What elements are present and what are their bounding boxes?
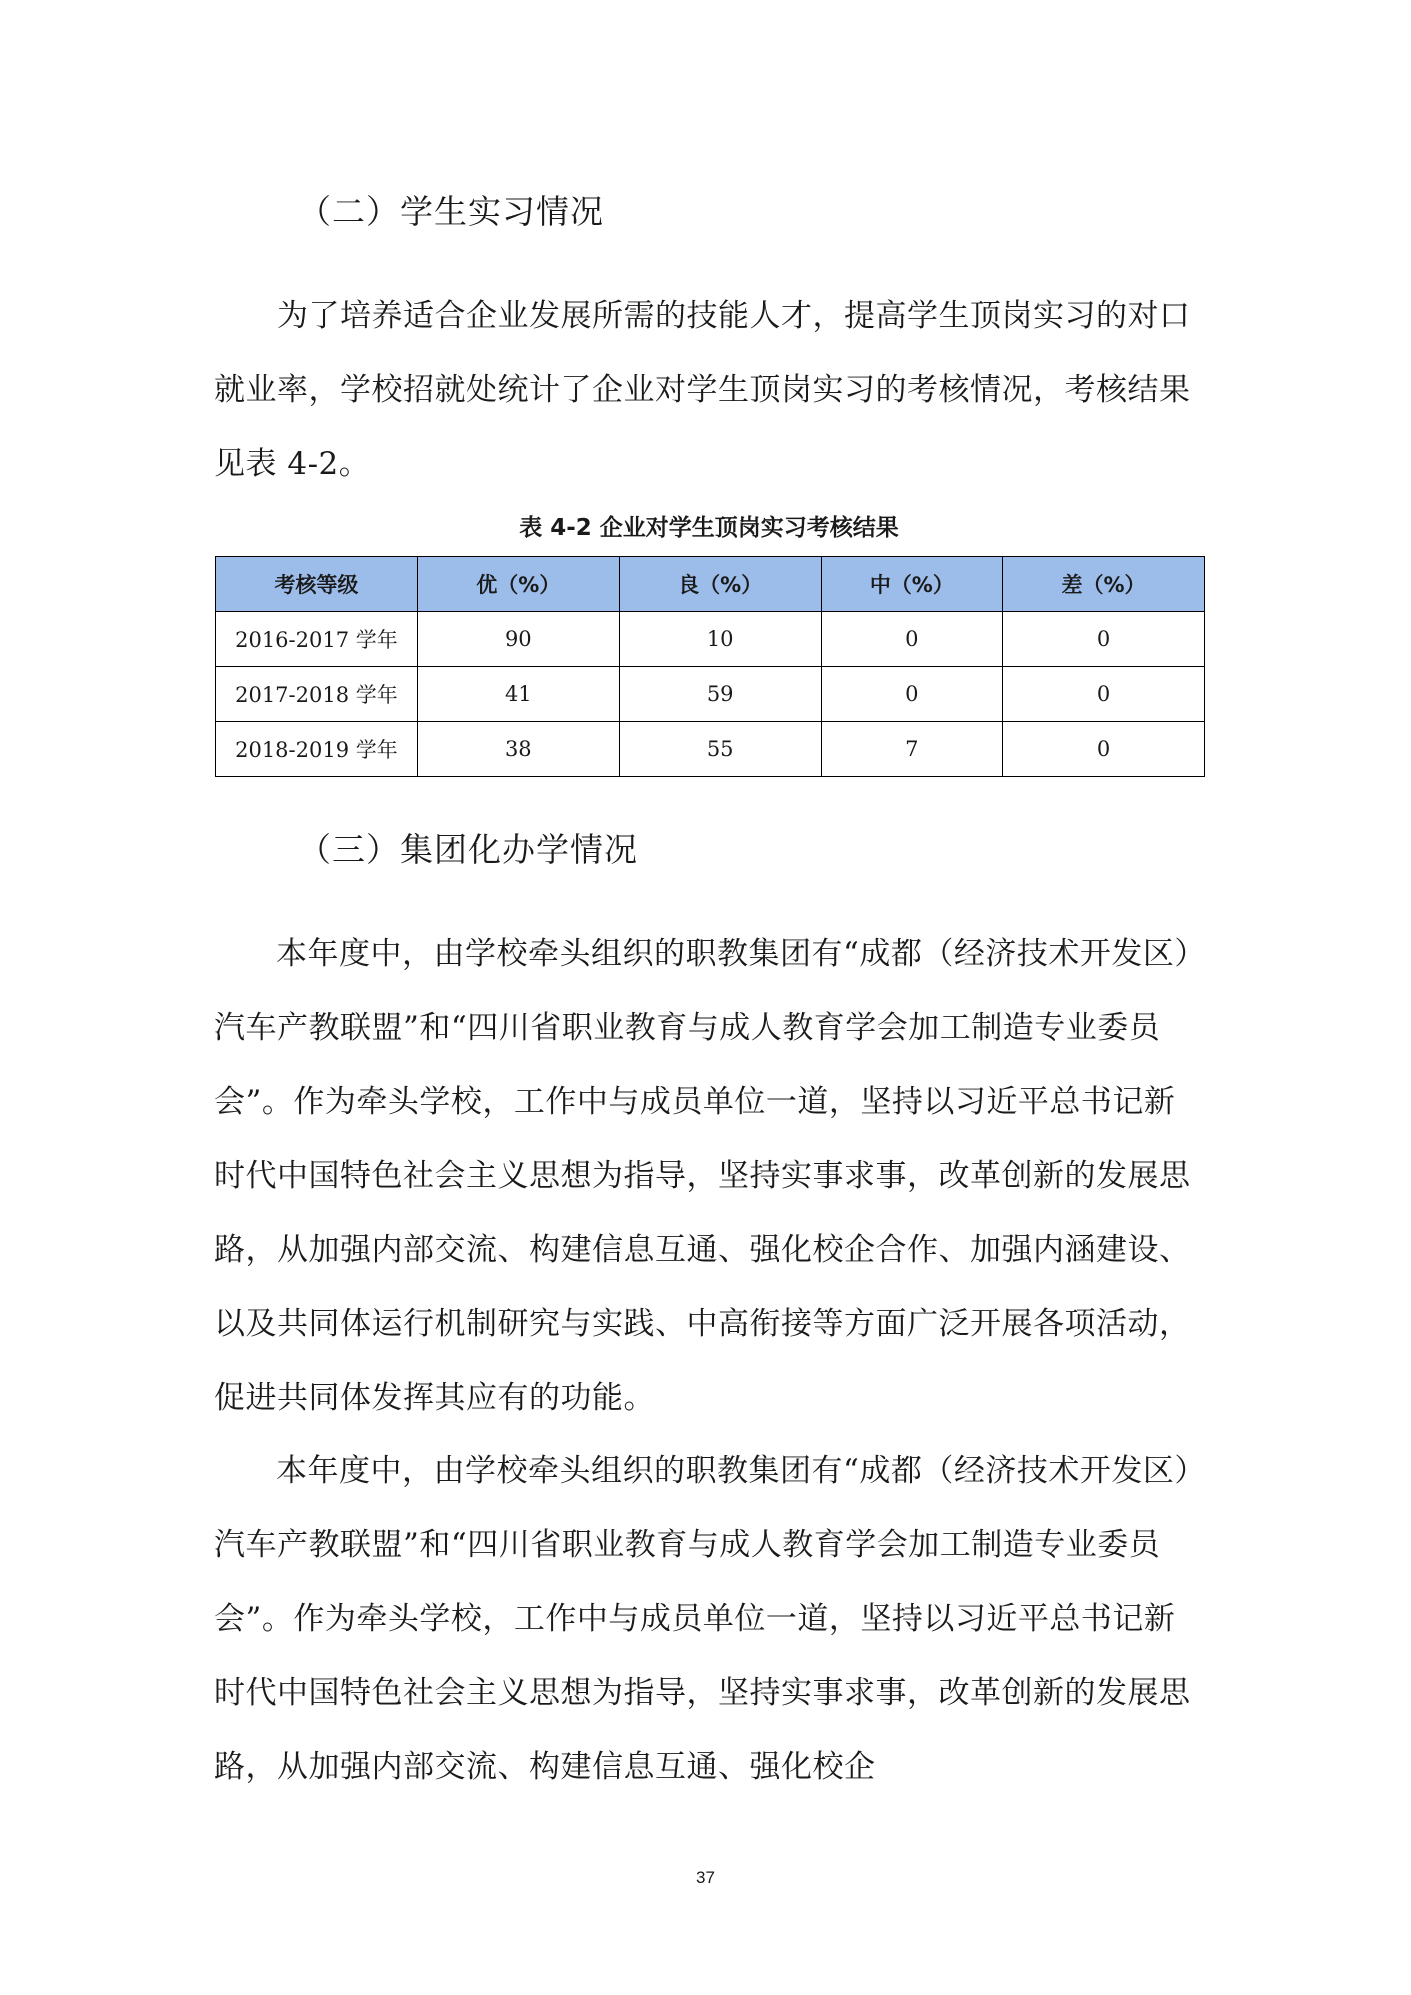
cell-excellent: 41 [417,667,619,722]
cell-year: 2017-2018 学年 [216,667,418,722]
table-row [216,722,1205,777]
table-header-row [216,557,1205,612]
cell-poor: 0 [1003,667,1205,722]
header-good: 良（%） [619,557,821,612]
group-schooling-paragraph: 本年度中，由学校牵头组织的职教集团有“成都（经济技术开发区）汽车产教联盟”和“四川省职业教育与成人教育学会加工制造专业委员会”。作为牵头学校，工作中与成员单位一道，坚持以习近平总书记新时代中国特色社会主义思想为指导，坚持实事求事，改革创新的发展思路，从加强内部交流、构建信息互通、强化校企合作、加强内涵建设、以及共同体运行机制研究与实践、中高衔接等方面广泛开展各项活动，促进共同体发挥其应有的功能。 [214,936,1191,1416]
table-row [216,667,1205,722]
cell-excellent: 90 [417,612,619,667]
group-schooling-paragraph-repeat: 本年度中，由学校牵头组织的职教集团有“成都（经济技术开发区）汽车产教联盟”和“四川省职业教育与成人教育学会加工制造专业委员会”。作为牵头学校，工作中与成员单位一道，坚持以习近平总书记新时代中国特色社会主义思想为指导，坚持实事求事，改革创新的发展思路，从加强内部交流、构建信息互通、强化校企 [214,1453,1191,1785]
cell-medium: 7 [821,722,1002,777]
internship-paragraph: 为了培养适合企业发展所需的技能人才，提高学生顶岗实习的对口就业率，学校招就处统计了企业对学生顶岗实习的考核情况，考核结果见表 4-2。 [214,298,1191,482]
cell-year: 2016-2017 学年 [216,612,418,667]
cell-medium: 0 [821,612,1002,667]
cell-excellent: 38 [417,722,619,777]
cell-good: 55 [619,722,821,777]
header-medium: 中（%） [821,557,1002,612]
section-heading-student-internship: （二）学生实习情况 [298,192,604,231]
cell-good: 10 [619,612,821,667]
cell-medium: 0 [821,667,1002,722]
cell-poor: 0 [1003,722,1205,777]
section-heading-group-schooling: （三）集团化办学情况 [298,830,638,869]
cell-year: 2018-2019 学年 [216,722,418,777]
internship-assessment-table [215,556,1205,777]
cell-good: 59 [619,667,821,722]
header-grade: 考核等级 [216,557,418,612]
header-excellent: 优（%） [417,557,619,612]
table-caption: 表 4-2 企业对学生顶岗实习考核结果 [519,515,899,541]
header-poor: 差（%） [1003,557,1205,612]
cell-poor: 0 [1003,612,1205,667]
table-row [216,612,1205,667]
page-number: 37 [696,1868,715,1887]
